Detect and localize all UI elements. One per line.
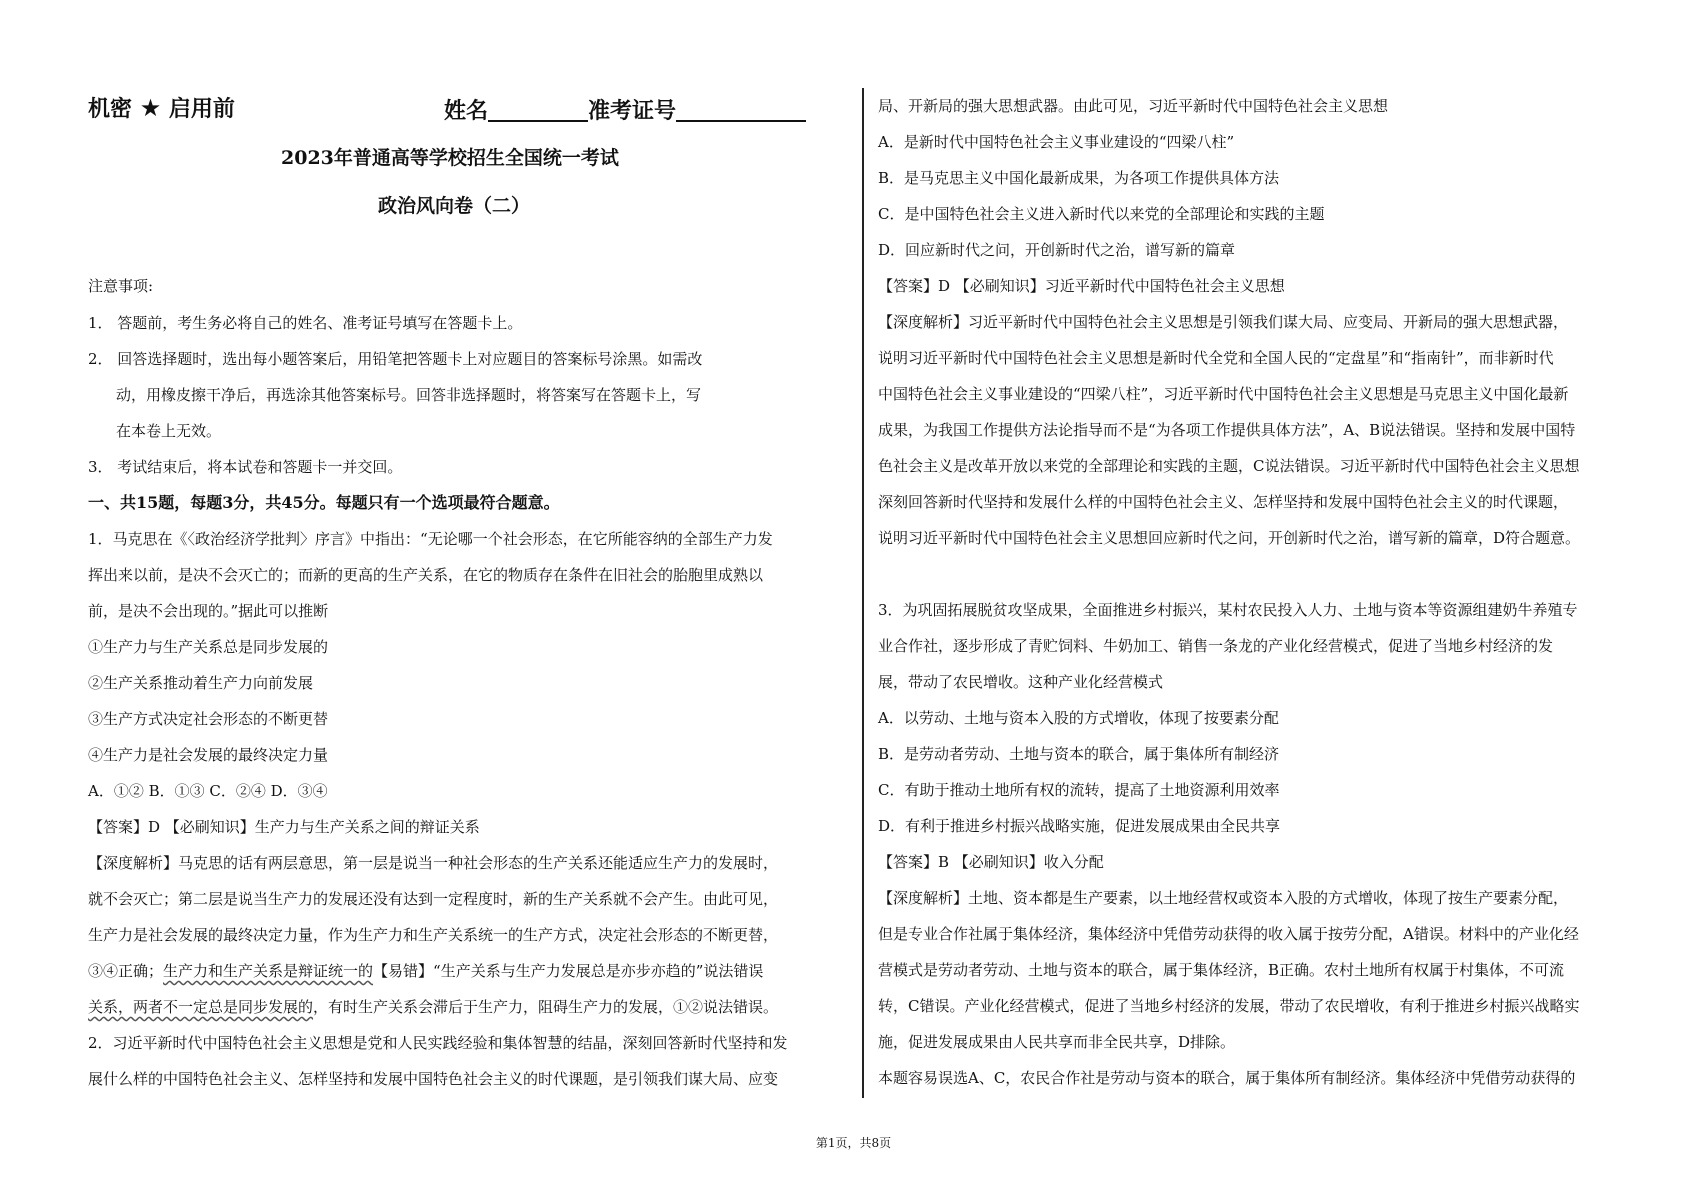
page-footer: 第1页，共8页	[815, 1136, 892, 1150]
q3-analysis: 营模式是劳动者劳动、土地与资本的联合，属于集体经济，B正确。农村土地所有权属于村集体，不可流	[878, 961, 1565, 979]
q1-answer: 【答案】D 【必刷知识】生产力与生产关系之间的辩证关系	[88, 818, 480, 836]
q2-answer: 【答案】D 【必刷知识】习近平新时代中国特色社会主义思想	[878, 277, 1285, 295]
q3-option: D．有利于推进乡村振兴战略实施，促进发展成果由全民共享	[878, 817, 1281, 835]
q2-analysis: 深刻回答新时代坚持和发展什么样的中国特色社会主义、怎样坚持和发展中国特色社会主义的时代课题，	[878, 493, 1569, 511]
q1-options: A．①② B．①③ C．②④ D．③④	[88, 782, 328, 800]
name-label: 姓名	[444, 99, 489, 124]
q3-analysis: 施，促进发展成果由人民共享而非全民共享，D排除。	[878, 1033, 1236, 1051]
q2-stem: 2．习近平新时代中国特色社会主义思想是党和人民实践经验和集体智慧的结晶，深刻回答新时代坚持和发	[88, 1034, 788, 1052]
q3-stem: 3．为巩固拓展脱贫攻坚成果，全面推进乡村振兴，某村农民投入人力、土地与资本等资源组建奶牛养殖专	[878, 601, 1578, 619]
note-item: 动，用橡皮擦干净后，再选涂其他答案标号。回答非选择题时，将答案写在答题卡上，写	[116, 386, 702, 404]
section-heading: 一、共15题，每题3分，共45分。每题只有一个选项最符合题意。	[88, 493, 560, 512]
q1-statement: ②生产关系推动着生产力向前发展	[88, 674, 314, 692]
exam-no-blank[interactable]	[676, 98, 806, 122]
q2-analysis: 色社会主义是改革开放以来党的全部理论和实践的主题，C说法错误。习近平新时代中国特色社会主义思想	[878, 457, 1580, 475]
exam-no-label: 准考证号	[588, 99, 677, 124]
q3-answer: 【答案】B 【必刷知识】收入分配	[878, 853, 1104, 871]
column-divider	[862, 88, 864, 1098]
analysis-text: ，有时生产关系会滞后于生产力，阻碍生产力的发展，①②说法错误。	[313, 998, 779, 1016]
q1-statement: ④生产力是社会发展的最终决定力量	[88, 746, 329, 764]
q1-analysis: 【深度解析】马克思的话有两层意思，第一层是说当一种社会形态的生产关系还能适应生产力的发展时，	[88, 854, 779, 872]
q2-option: B．是马克思主义中国化最新成果，为各项工作提供具体方法	[878, 169, 1280, 187]
q3-analysis: 但是专业合作社属于集体经济，集体经济中凭借劳动获得的收入属于按劳分配，A错误。材料中的产业化经	[878, 925, 1579, 943]
q2-option: C．是中国特色社会主义进入新时代以来党的全部理论和实践的主题	[878, 205, 1325, 223]
q1-analysis	[88, 961, 763, 981]
q2-analysis: 成果，为我国工作提供方法论指导而不是“为各项工作提供具体方法”，A、B说法错误。坚持和发展中国特	[878, 421, 1576, 439]
star-icon: ★	[139, 94, 162, 122]
note-item: 1． 答题前，考生务必将自己的姓名、准考证号填写在答题卡上。	[88, 314, 523, 332]
q2-analysis: 说明习近平新时代中国特色社会主义思想是新时代全党和全国人民的“定盘星”和“指南针”，而非新时代	[878, 349, 1554, 367]
q1-analysis: 就不会灭亡；第二层是说当生产力的发展还没有达到一定程度时，新的生产关系就不会产生。由此可见，	[88, 890, 779, 908]
q2-option: A．是新时代中国特色社会主义事业建设的“四梁八柱”	[878, 133, 1235, 151]
before-use-label: 启用前	[168, 97, 235, 122]
q3-stem: 展，带动了农民增收。这种产业化经营模式	[878, 673, 1164, 691]
q3-analysis: 【深度解析】土地、资本都是生产要素，以土地经营权或资本入股的方式增收，体现了按生产要素分配，	[878, 889, 1569, 907]
q2-stem: 局、开新局的强大思想武器。由此可见，习近平新时代中国特色社会主义思想	[878, 97, 1389, 115]
exam-title: 2023年普通高等学校招生全国统一考试	[281, 147, 619, 169]
q3-analysis: 本题容易误选A、C，农民合作社是劳动与资本的联合，属于集体所有制经济。集体经济中凭借劳动获得的	[878, 1069, 1576, 1087]
note-item: 在本卷上无效。	[116, 422, 222, 440]
analysis-text: ③④正确；	[88, 962, 164, 980]
candidate-info	[444, 98, 806, 122]
q2-stem: 展什么样的中国特色社会主义、怎样坚持和发展中国特色社会主义的时代课题，是引领我们谋大局、应变	[88, 1070, 779, 1088]
analysis-text: 【易错】“生产关系与生产力发展总是亦步亦趋的”说法错误	[373, 962, 764, 980]
q2-analysis: 【深度解析】习近平新时代中国特色社会主义思想是引领我们谋大局、应变局、开新局的强大思想武器，	[878, 313, 1569, 331]
wavy-underlined-text: 关系，两者不一定总是同步发展的	[88, 998, 314, 1016]
q1-statement: ③生产方式决定社会形态的不断更替	[88, 710, 329, 728]
q3-stem: 业合作社，逐步形成了青贮饲料、牛奶加工、销售一条龙的产业化经营模式，促进了当地乡村经济的发	[878, 637, 1554, 655]
confidential-label: 机密	[88, 97, 133, 122]
note-item: 2． 回答选择题时，选出每小题答案后，用铅笔把答题卡上对应题目的答案标号涂黑。如需改	[88, 350, 703, 368]
q2-analysis: 中国特色社会主义事业建设的“四梁八柱”，习近平新时代中国特色社会主义思想是马克思主义中国化最新	[878, 385, 1569, 403]
notes-heading: 注意事项:	[88, 277, 154, 295]
q1-stem: 1．马克思在《〈政治经济学批判〉序言》中指出：“无论哪一个社会形态，在它所能容纳的全部生产力发	[88, 530, 773, 548]
q2-analysis: 说明习近平新时代中国特色社会主义思想回应新时代之问，开创新时代之治，谱写新的篇章，D符合题意。	[878, 529, 1581, 547]
name-blank[interactable]	[488, 98, 588, 122]
q3-option: B．是劳动者劳动、土地与资本的联合，属于集体所有制经济	[878, 745, 1280, 763]
q2-option: D．回应新时代之问，开创新时代之治，谱写新的篇章	[878, 241, 1236, 259]
q1-statement: ①生产力与生产关系总是同步发展的	[88, 638, 329, 656]
wavy-underlined-text: 生产力和生产关系是辩证统一的	[163, 962, 374, 980]
paper-title: 政治风向卷（二）	[378, 195, 531, 217]
q3-analysis: 转，C错误。产业化经营模式，促进了当地乡村经济的发展，带动了农民增收，有利于推进乡村振兴战略实	[878, 997, 1580, 1015]
note-item: 3． 考试结束后，将本试卷和答题卡一并交回。	[88, 458, 403, 476]
q3-option: A．以劳动、土地与资本入股的方式增收，体现了按要素分配	[878, 709, 1279, 727]
q1-stem: 前，是决不会出现的。”据此可以推断	[88, 602, 329, 620]
q1-stem: 挥出来以前，是决不会灭亡的；而新的更高的生产关系，在它的物质存在条件在旧社会的胎胞里成熟以	[88, 566, 764, 584]
q3-option: C．有助于推动土地所有权的流转，提高了土地资源利用效率	[878, 781, 1280, 799]
q1-analysis: 生产力是社会发展的最终决定力量，作为生产力和生产关系统一的生产方式，决定社会形态的不断更替，	[88, 926, 779, 944]
confidential-header	[88, 94, 235, 122]
q1-analysis	[88, 997, 778, 1017]
